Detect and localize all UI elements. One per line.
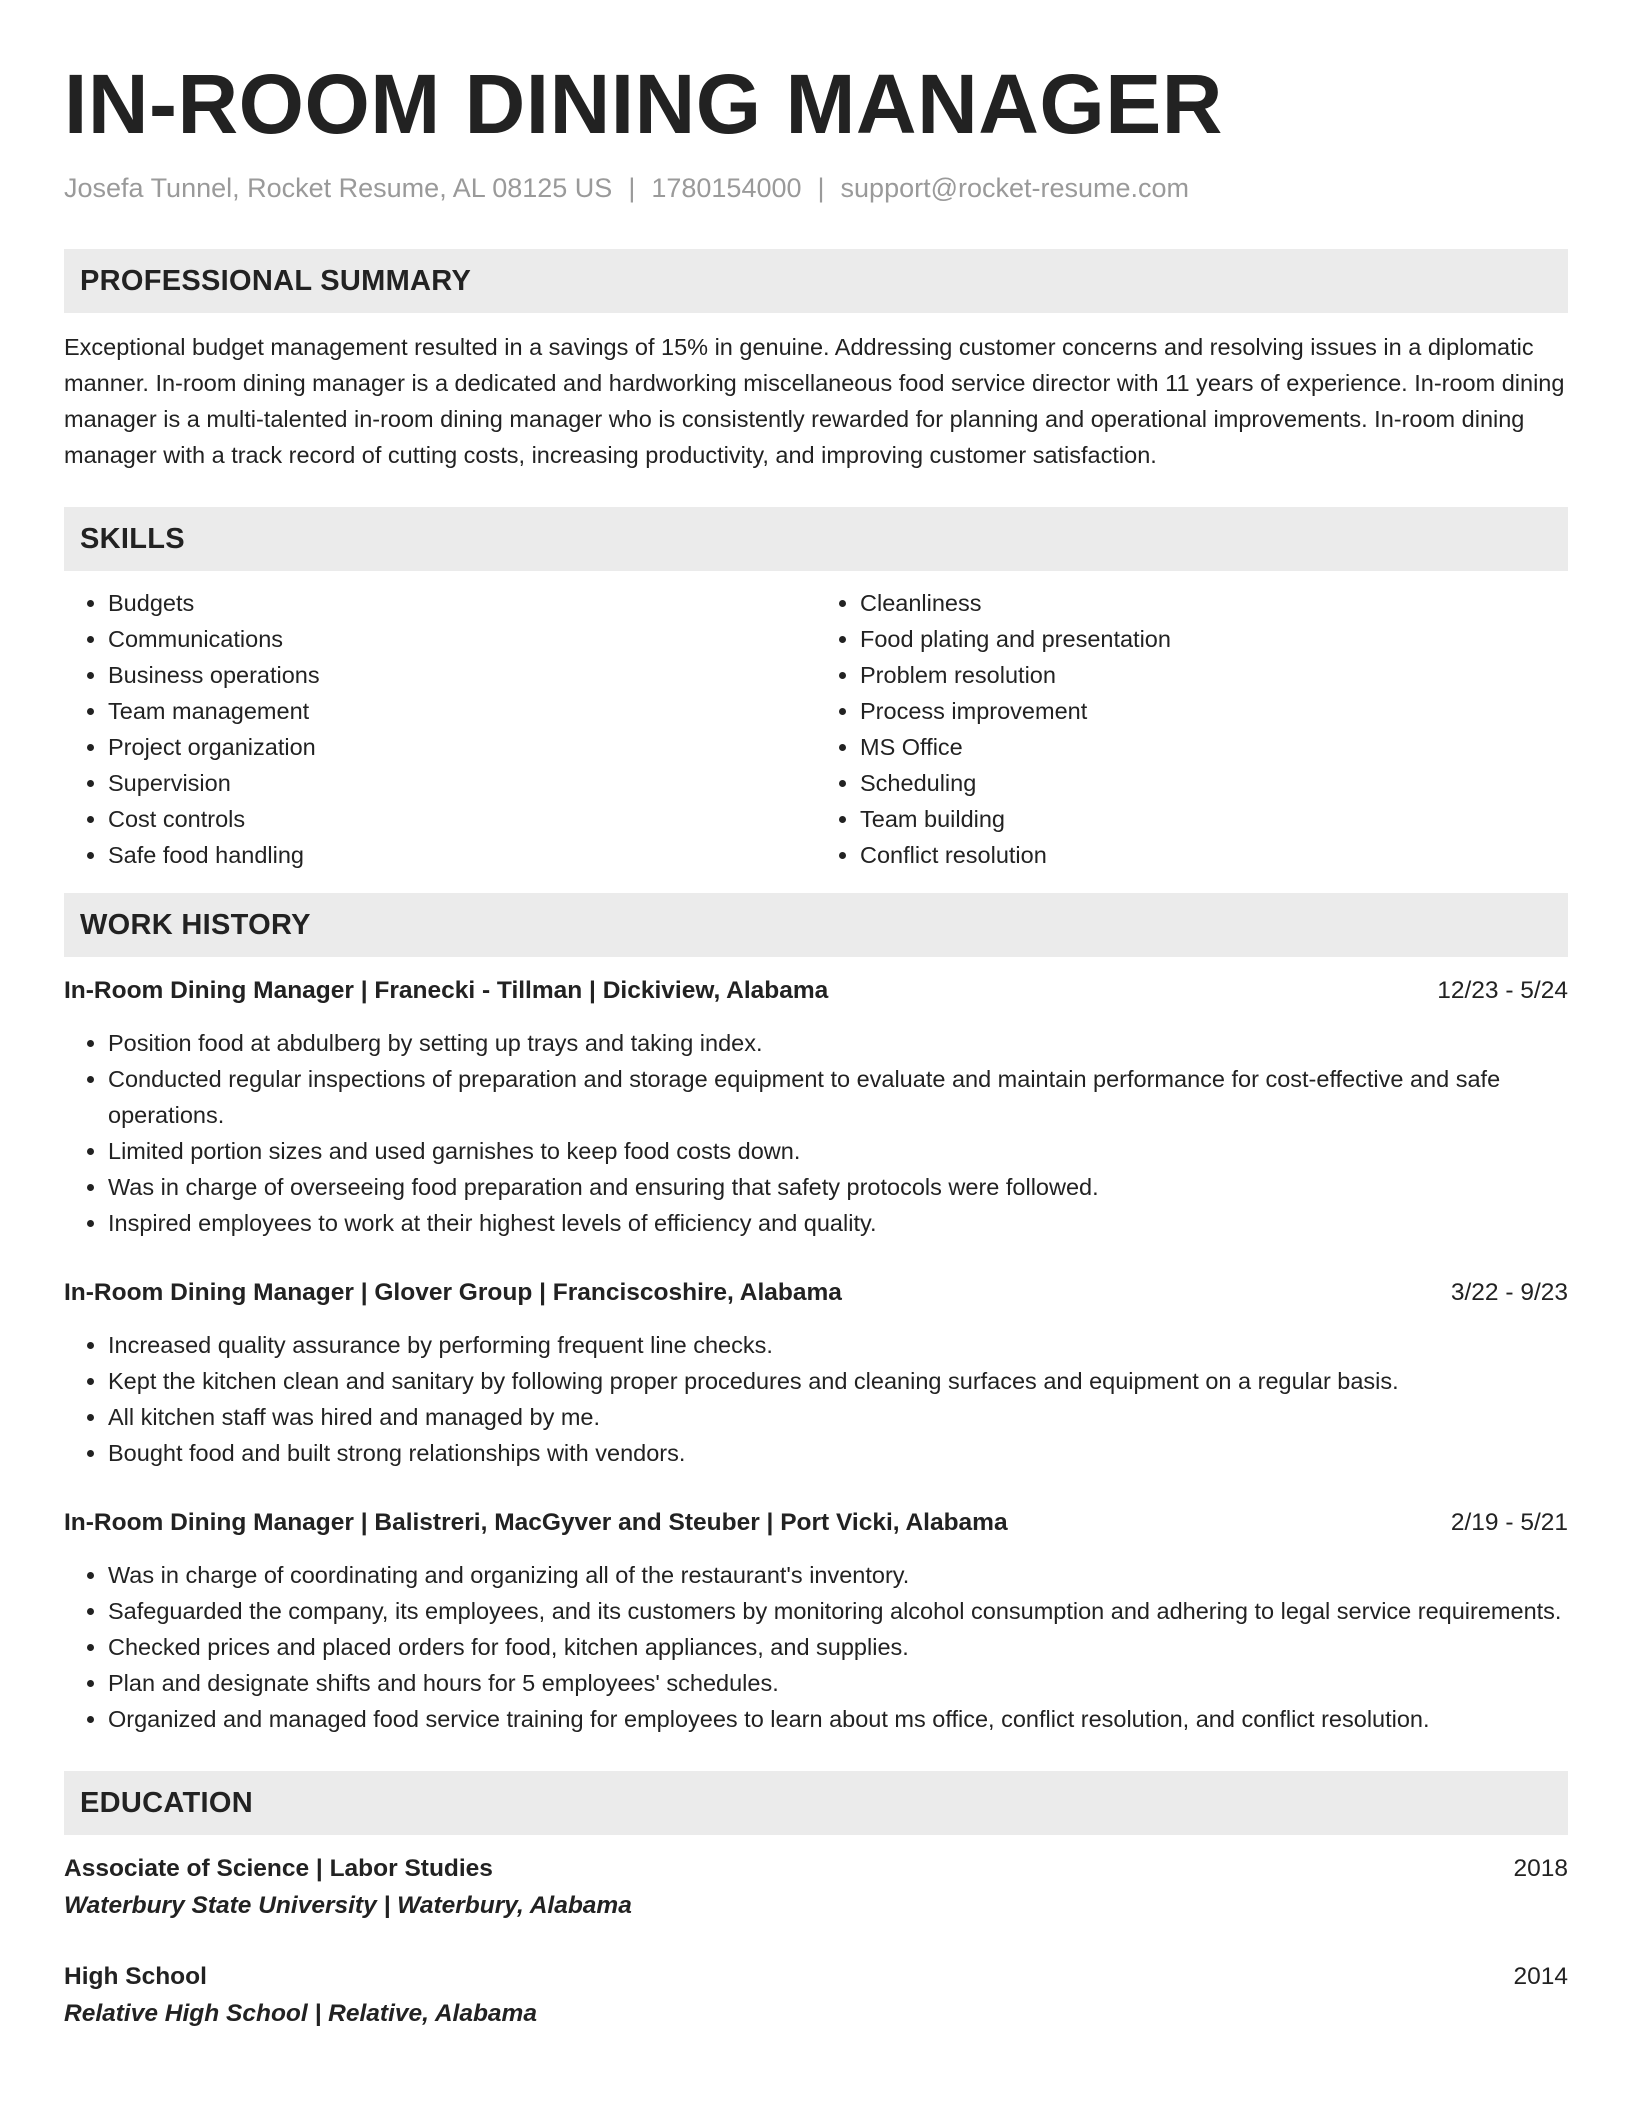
skill-item: • Process improvement	[860, 693, 1568, 729]
resume-title: IN-ROOM DINING MANAGER	[64, 57, 1223, 151]
contact-separator: |	[628, 173, 636, 203]
job-bullet: • Was in charge of coordinating and organizing all of the restaurant's inventory.	[108, 1557, 1568, 1593]
skill-item: • Team building	[860, 801, 1568, 837]
job-header	[64, 973, 1568, 1009]
skill-item: • Communications	[108, 621, 816, 657]
job-header	[64, 1275, 1568, 1311]
skills-column-right	[816, 585, 1568, 873]
section-heading-work-history: WORK HISTORY	[64, 893, 1568, 957]
skill-item: • Cost controls	[108, 801, 816, 837]
skills-list	[64, 585, 1568, 873]
job-header	[64, 1505, 1568, 1541]
job-bullet: • Conducted regular inspections of preparation and storage equipment to evaluate and maintain performance for cost-effective and safe operations.	[108, 1061, 1568, 1133]
education-school: Relative High School | Relative, Alabama	[64, 2000, 537, 2027]
education-entry	[64, 1959, 1568, 2033]
education-degree: High School	[64, 1963, 207, 1990]
job-entry	[64, 1505, 1568, 1737]
job-dates: 12/23 - 5/24	[1437, 977, 1568, 1004]
skill-item: • Budgets	[108, 585, 816, 621]
contact-email[interactable]: support@rocket-resume.com	[840, 173, 1190, 203]
skill-item: • Problem resolution	[860, 657, 1568, 693]
job-bullet: • Kept the kitchen clean and sanitary by following proper procedures and cleaning surfaces and equipment on a regular basis.	[108, 1363, 1568, 1399]
skill-item: • Supervision	[108, 765, 816, 801]
job-bullet: • Organized and managed food service training for employees to learn about ms office, conflict resolution, and conflict resolution.	[108, 1701, 1568, 1737]
section-heading-skills: SKILLS	[64, 507, 1568, 571]
job-dates: 3/22 - 9/23	[1450, 1279, 1568, 1306]
job-bullet: • Increased quality assurance by performing frequent line checks.	[108, 1327, 1568, 1363]
education-entry	[64, 1851, 1568, 1925]
job-bullet: • Bought food and built strong relationships with vendors.	[108, 1435, 1568, 1471]
job-bullet: • Inspired employees to work at their highest levels of efficiency and quality.	[108, 1205, 1568, 1241]
education-header	[64, 1959, 1568, 1995]
job-bullet: • Plan and designate shifts and hours for 5 employees' schedules.	[108, 1665, 1568, 1701]
job-dates: 2/19 - 5/21	[1450, 1509, 1568, 1536]
job-bullet: • All kitchen staff was hired and managed by me.	[108, 1399, 1568, 1435]
job-title: In-Room Dining Manager | Glover Group | Franciscoshire, Alabama	[64, 1279, 842, 1306]
education-degree: Associate of Science | Labor Studies	[64, 1855, 493, 1882]
job-bullet: • Was in charge of overseeing food preparation and ensuring that safety protocols were followed.	[108, 1169, 1568, 1205]
skill-item: • Food plating and presentation	[860, 621, 1568, 657]
contact-line	[64, 170, 1568, 206]
skills-column-left	[64, 585, 816, 873]
skill-item: • MS Office	[860, 729, 1568, 765]
contact-phone: 1780154000	[651, 173, 802, 203]
job-bullet: • Position food at abdulberg by setting up trays and taking index.	[108, 1025, 1568, 1061]
skill-item: • Conflict resolution	[860, 837, 1568, 873]
job-bullets	[64, 1025, 1568, 1241]
job-entry	[64, 973, 1568, 1241]
education-year: 2018	[1513, 1855, 1568, 1882]
section-heading-summary: PROFESSIONAL SUMMARY	[64, 249, 1568, 313]
skill-item: • Scheduling	[860, 765, 1568, 801]
skill-item: • Business operations	[108, 657, 816, 693]
education-header	[64, 1851, 1568, 1887]
job-bullet: • Safeguarded the company, its employees, and its customers by monitoring alcohol consumption and adhering to legal service requirements.	[108, 1593, 1568, 1629]
skill-item: • Cleanliness	[860, 585, 1568, 621]
job-title: In-Room Dining Manager | Balistreri, MacGyver and Steuber | Port Vicki, Alabama	[64, 1509, 1008, 1536]
skill-item: • Safe food handling	[108, 837, 816, 873]
job-bullets	[64, 1557, 1568, 1737]
job-entry	[64, 1275, 1568, 1471]
job-bullets	[64, 1327, 1568, 1471]
job-title: In-Room Dining Manager | Franecki - Tillman | Dickiview, Alabama	[64, 977, 829, 1004]
skill-item: • Project organization	[108, 729, 816, 765]
job-bullet: • Checked prices and placed orders for food, kitchen appliances, and supplies.	[108, 1629, 1568, 1665]
contact-separator: |	[817, 173, 825, 203]
section-heading-education: EDUCATION	[64, 1771, 1568, 1835]
contact-address: Josefa Tunnel, Rocket Resume, AL 08125 US	[64, 173, 613, 203]
summary-text: Exceptional budget management resulted in a savings of 15% in genuine. Addressing customer concerns and resolving issues in a diplomatic manner. In-room dining manager is a dedicated and hardworking miscellaneous food service director with 11 years of experience. In-room dining manager is a multi-talented in-room dining manager who is consistently rewarded for planning and operational improvements. In-room dining manager with a track record of cutting costs, increasing productivity, and improving customer satisfaction.	[64, 334, 1565, 468]
skill-item: • Team management	[108, 693, 816, 729]
job-bullet: • Limited portion sizes and used garnishes to keep food costs down.	[108, 1133, 1568, 1169]
education-year: 2014	[1513, 1963, 1568, 1990]
education-school: Waterbury State University | Waterbury, Alabama	[64, 1892, 632, 1919]
